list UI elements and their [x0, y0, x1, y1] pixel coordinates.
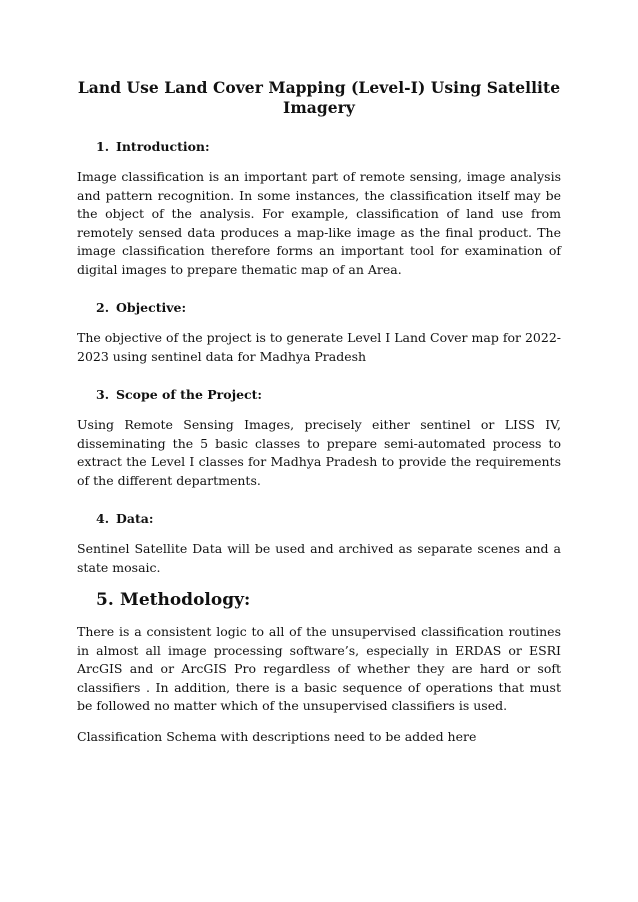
section-number: 4. [96, 511, 110, 526]
section-title: Data: [116, 511, 154, 526]
section-heading-scope [96, 387, 561, 403]
section-heading-introduction [96, 139, 561, 155]
section-number: 2. [96, 300, 110, 315]
scope-paragraph: Using Remote Sensing Images, precisely either sentinel or LISS IV, disseminating the 5 basic classes to prepare semi-automated process to extract the Level I classes for Madhya Pradesh to provide the requirements of the different departments. [77, 417, 561, 488]
section-title: Methodology: [120, 590, 251, 610]
introduction-paragraph: Image classification is an important part of remote sensing, image analysis and pattern recognition. In some instances, the classification itself may be the object of the analysis. For example, classification of land use from remotely sensed data produces a map-like image as the final product. The image classification therefore forms an important tool for examination of digital images to prepare thematic map of an Area. [77, 169, 561, 277]
section-title: Scope of the Project: [116, 387, 263, 402]
data-paragraph: Sentinel Satellite Data will be used and archived as separate scenes and a state mosaic. [77, 541, 561, 575]
section-number: 5. [96, 590, 114, 610]
section-heading-objective [96, 300, 561, 316]
document-title: Land Use Land Cover Mapping (Level-I) Using Satellite Imagery [77, 78, 561, 117]
section-number: 3. [96, 387, 110, 402]
methodology-paragraph: There is a consistent logic to all of the unsupervised classification routines in almost all image processing software’s, especially in ERDAS or ESRI ArcGIS and or ArcGIS Pro regardless of whether they are hard or soft classifiers . In addition, there is a basic sequence of operations that must be followed no matter which of the unsupervised classifiers is used. [77, 624, 561, 713]
section-heading-data [96, 511, 561, 527]
section-number: 1. [96, 139, 110, 154]
section-title: Introduction: [116, 139, 210, 154]
objective-paragraph: The objective of the project is to generate Level I Land Cover map for 2022-2023 using sentinel data for Madhya Pradesh [77, 330, 561, 364]
section-title: Objective: [116, 300, 187, 315]
methodology-note: Classification Schema with descriptions need to be added here [77, 728, 477, 744]
section-heading-methodology [96, 589, 561, 611]
